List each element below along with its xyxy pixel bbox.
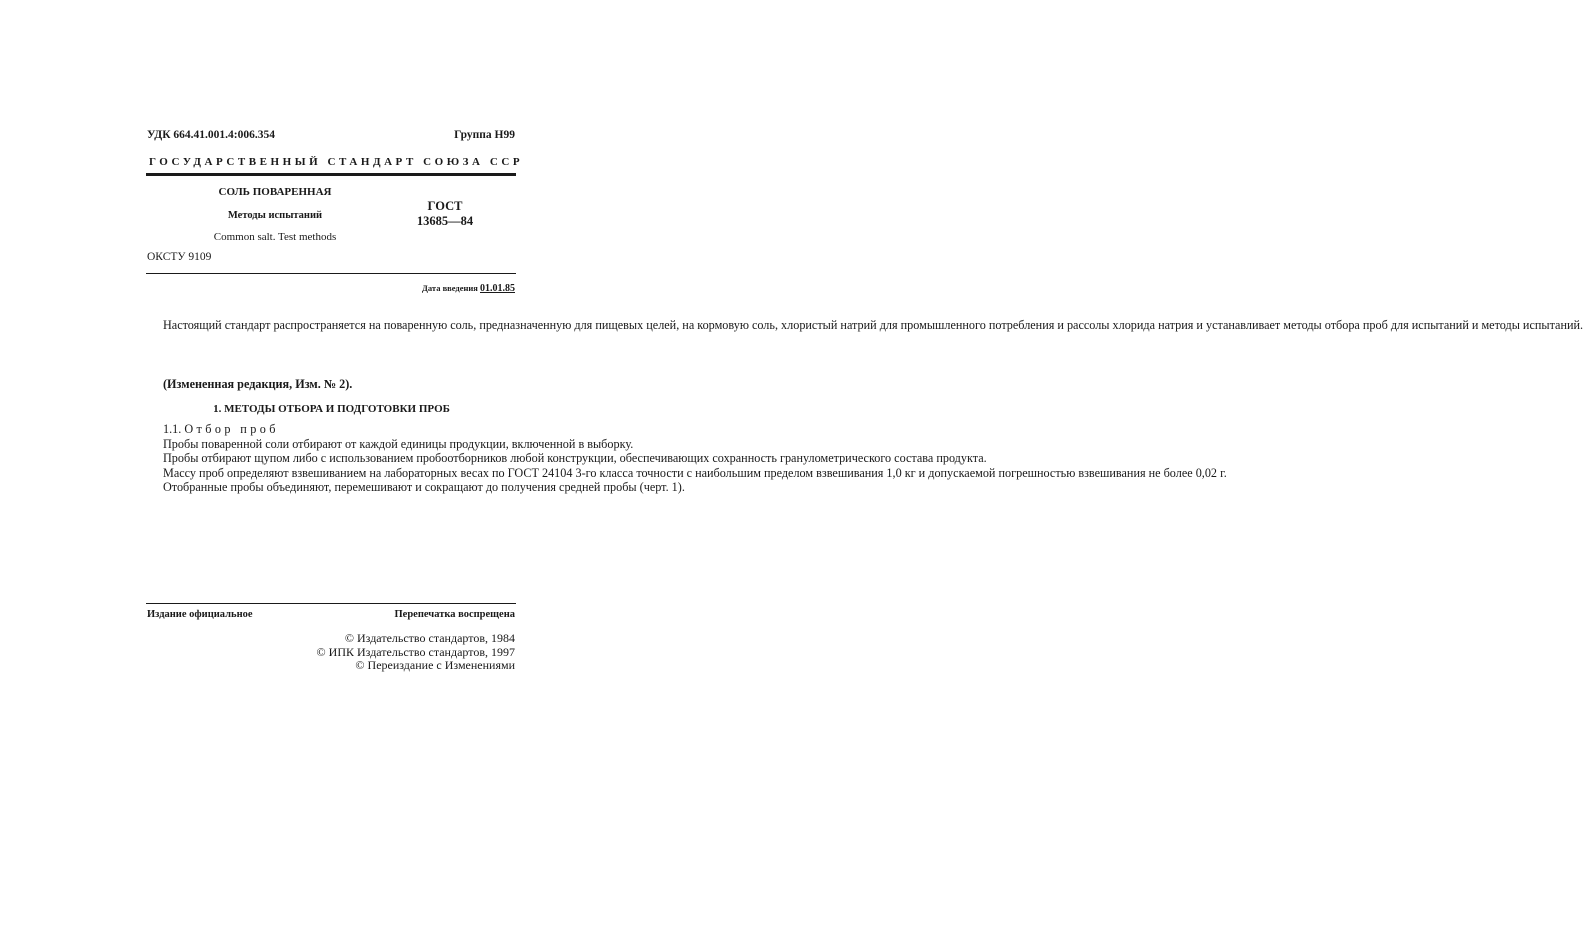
body-paragraph: Отобранные пробы объединяют, перемешивают и сокращают до получения средней пробы (черт. 1). <box>163 480 685 495</box>
english-title: Common salt. Test methods <box>213 231 337 243</box>
footer-rule <box>146 603 516 604</box>
clause-title: Отбор проб <box>184 422 279 436</box>
copyright-block <box>317 632 515 673</box>
state-standard-heading: ГОСУДАРСТВЕННЫЙ СТАНДАРТ СОЮЗА ССР <box>149 156 524 168</box>
clause-number: 1.1. <box>163 422 182 436</box>
clause-heading <box>147 422 516 437</box>
intro-paragraph: Настоящий стандарт распространяется на поваренную соль, предназначенную для пищевых целей, на кормовую соль, хлористый натрий для промышленного потребления и рассолы хлорида натрия и устанавливает методы отбора проб для испытаний и методы испытаний. <box>163 318 1583 332</box>
copyright-line: © ИПК Издательство стандартов, 1997 <box>316 644 515 659</box>
title-block <box>180 186 370 243</box>
gost-label: ГОСТ <box>427 199 463 213</box>
title-rule <box>146 273 516 274</box>
document-title: СОЛЬ ПОВАРЕННАЯ <box>218 186 332 198</box>
copyright-line: © Издательство стандартов, 1984 <box>344 631 515 645</box>
reprint-prohibited-label: Перепечатка воспрещена <box>394 609 515 620</box>
group-code: Группа Н99 <box>454 129 515 141</box>
copyright-line: © Переиздание с Изменениями <box>355 658 515 673</box>
body-paragraph: Пробы поваренной соли отбирают от каждой единицы продукции, включенной в выборку. <box>163 436 634 451</box>
gost-designation <box>410 199 480 229</box>
section-body <box>147 422 1227 495</box>
intro-paragraph-block <box>147 318 1583 333</box>
introduction-date-value: 01.01.85 <box>480 283 515 294</box>
introduction-date-label: Дата введения <box>422 283 478 293</box>
document-subtitle: Методы испытаний <box>227 210 323 221</box>
official-edition-label: Издание официальное <box>147 609 253 620</box>
introduction-date <box>422 283 515 294</box>
body-paragraph: Пробы отбирают щупом либо с использованием пробоотборников любой конструкции, обеспечивающих сохранность гранулометрического состава продукта. <box>163 451 987 466</box>
gost-number: 13685—84 <box>416 214 474 228</box>
okstu-code: ОКСТУ 9109 <box>147 251 212 263</box>
section-heading: 1. МЕТОДЫ ОТБОРА И ПОДГОТОВКИ ПРОБ <box>213 403 450 415</box>
header-rule <box>146 173 516 176</box>
revision-note-block <box>147 377 516 392</box>
udk-code: УДК 664.41.001.4:006.354 <box>147 129 275 141</box>
body-paragraph: Массу проб определяют взвешиванием на лабораторных весах по ГОСТ 24104 3-го класса точности с наибольшим пределом взвешивания 1,0 кг и допускаемой погрешностью взвешивания не более 0,02 г. <box>163 465 1227 480</box>
revision-note: (Измененная редакция, Изм. № 2). <box>163 377 353 391</box>
